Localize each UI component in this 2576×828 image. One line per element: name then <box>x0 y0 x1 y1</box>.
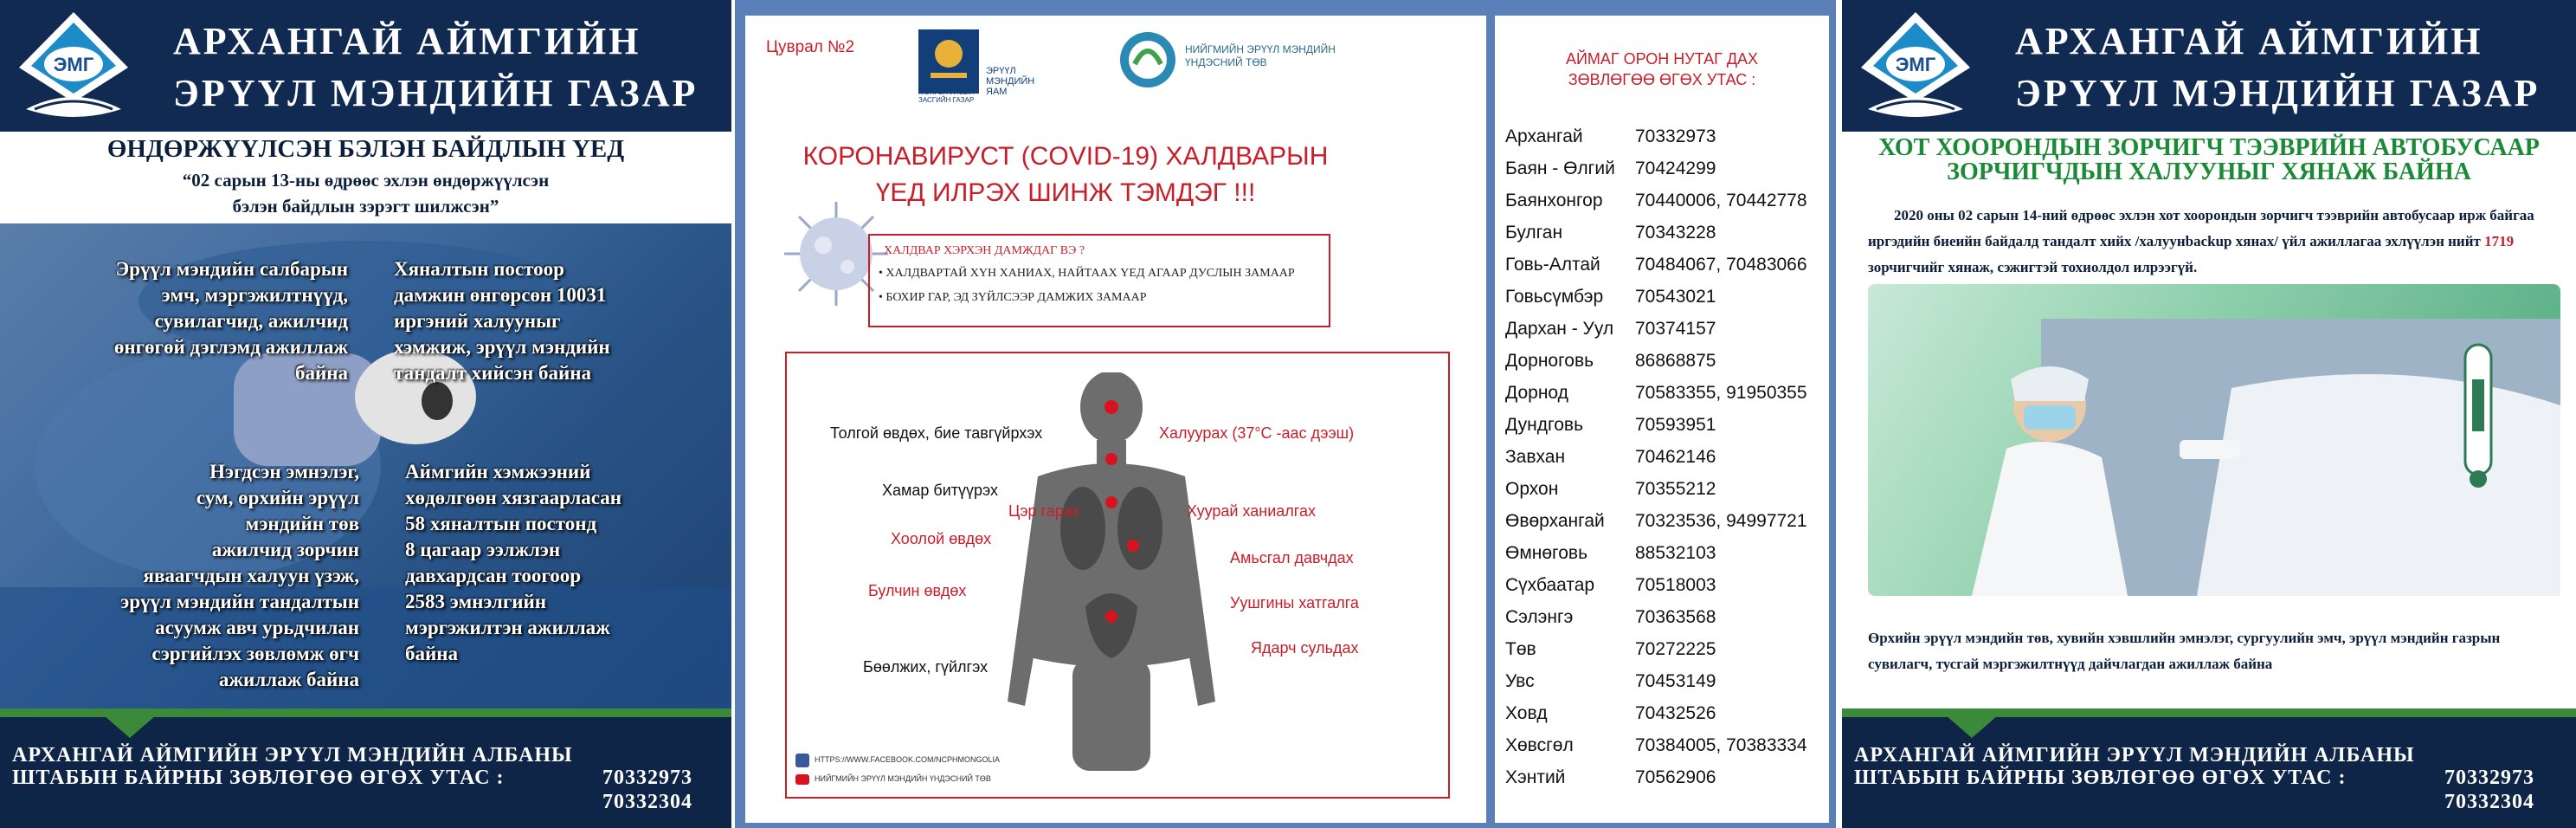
contact-region: Дархан - Уул <box>1505 319 1614 339</box>
contact-region: Өвөрхангай <box>1505 511 1605 531</box>
ministry-label: ЭРҮҮЛ МЭНДИЙН ЯАМ <box>986 66 1035 97</box>
right-paragraph: 2020 оны 02 сарын 14-ний өдрөөс эхлэн хот хоорондын зорчигч тээврийн автобусаар ирж байгаа иргэдийн биеийн байдалд тандалт хийх /халуунbackup хянах/ үйл ажиллагаа эхлүүлэн нийт 1719 зорчигчийг хянаж, сэжигтэй тохиолдол илрээгүй. <box>1868 207 2534 275</box>
symptom-sputum: Цэр гарах <box>1008 502 1080 520</box>
temperature-check-photo <box>1868 284 2560 596</box>
health-department-logo <box>9 7 138 128</box>
contact-phone: 70543021 <box>1635 287 1716 307</box>
left-footer-line1: АРХАНГАЙ АЙМГИЙН ЭРҮҮЛ МЭНДИЙН АЛБАНЫ <box>12 744 573 767</box>
contacts-title-line1: АЙМАГ ОРОН НУТАГ ДАХ <box>1565 50 1759 68</box>
ministry-small-label: МОНГОЛ УЛСЫН ЗАСГИЙН ГАЗАР <box>918 88 975 104</box>
left-footer-line2: ШТАБЫН БАЙРНЫ ЗӨВЛӨГӨӨ ӨГӨХ УТАС : <box>12 767 505 789</box>
contact-row <box>1505 639 1716 660</box>
contact-row <box>1505 703 1716 724</box>
contacts-title-line2: ЗӨВЛӨГӨӨ ӨГӨХ УТАС : <box>1568 71 1756 88</box>
ministry-emblem-icon <box>918 29 979 94</box>
contact-region: Дорноговь <box>1505 351 1594 371</box>
right-poster <box>1842 0 2576 828</box>
contact-region: Ховд <box>1505 703 1548 723</box>
symptom-sore-throat: Хоолой өвдөх <box>891 530 992 547</box>
symptom-shortness-of-breath: Амьсгал давчдах <box>1230 549 1354 566</box>
public-health-center-label: НИЙГМИЙН ЭРҮҮЛ МЭНДИЙН ҮНДЭСНИЙ ТӨВ <box>1185 43 1336 68</box>
chevron-down-icon <box>1946 715 1998 738</box>
right-title-line1: АРХАНГАЙ АЙМГИЙН <box>2015 20 2483 62</box>
passenger-count: 1719 <box>2484 233 2515 249</box>
contact-region: Хэнтий <box>1505 767 1566 787</box>
contact-phone: 70593951 <box>1635 415 1716 435</box>
symptom-fever: Халуурах (37°С -аас дээш) <box>1159 424 1355 442</box>
contact-region: Дундговь <box>1505 415 1584 435</box>
left-block-top-left: Эрүүл мэндийн салбарын эмч, мэргэжилтнүүд, сувилагчид, ажилчид өнгөгөй дэглэмд ажиллаж байна <box>113 258 348 384</box>
left-subtitle: ӨНДӨРЖҮҮЛСЭН БЭЛЭН БАЙДЛЫН ҮЕД <box>106 135 625 163</box>
right-footer-line2: ШТАБЫН БАЙРНЫ ЗӨВЛӨГӨӨ ӨГӨХ УТАС : <box>1854 767 2347 789</box>
chevron-down-icon <box>104 715 156 738</box>
contact-phone: 70518003 <box>1635 575 1716 595</box>
contact-row <box>1505 319 1716 340</box>
contact-phone: 70583355, 91950355 <box>1635 383 1807 403</box>
youtube-icon <box>795 774 809 785</box>
right-headline-line1: ХОТ ХООРОНДЫН ЗОРЧИГЧ ТЭЭВРИЙН АВТОБУСААР <box>1878 134 2540 161</box>
contact-row <box>1505 223 1716 243</box>
contact-region: Төв <box>1505 639 1536 659</box>
contact-row <box>1505 767 1716 788</box>
contact-region: Дорнод <box>1505 383 1568 403</box>
left-block-top-right: Хяналтын постоор дамжин өнгөрсөн 10031 иргэний халууныг хэмжиж, эрүүл мэндийн тандалт хийсэн байна <box>394 258 610 384</box>
contact-phone: 70484067, 70483066 <box>1635 255 1807 275</box>
right-footer-line1: АРХАНГАЙ АЙМГИЙН ЭРҮҮЛ МЭНДИЙН АЛБАНЫ <box>1854 744 2415 767</box>
contact-row <box>1505 511 1807 532</box>
contact-phone: 70323536, 94997721 <box>1635 511 1807 531</box>
middle-poster <box>735 0 1836 828</box>
contact-region: Баянхонгор <box>1505 191 1603 210</box>
left-title-line1: АРХАНГАЙ АЙМГИЙН <box>173 20 641 62</box>
left-title-line2: ЭРҮҮЛ МЭНДИЙН ГАЗАР <box>173 72 699 114</box>
contact-row <box>1505 543 1716 564</box>
symptom-fatigue: Ядарч сульдах <box>1251 639 1359 657</box>
right-title-line2: ЭРҮҮЛ МЭНДИЙН ГАЗАР <box>2015 72 2541 114</box>
contact-phone: 70562906 <box>1635 767 1716 787</box>
contact-region: Сэлэнгэ <box>1505 607 1574 627</box>
symptom-vomiting-diarrhea: Бөөлжих, гүйлгэх <box>863 658 989 676</box>
contact-region: Сүхбаатар <box>1505 575 1595 595</box>
transmission-box <box>868 234 1330 327</box>
svg-text:ЭМГ: ЭМГ <box>1895 54 1936 75</box>
contact-region: Архангай <box>1505 126 1583 146</box>
contact-row <box>1505 351 1716 372</box>
left-block-bottom-right: Аймгийн хэмжээний хөдөлгөөн хязгаарласан 58 хяналтын постонд 8 цагаар ээлжлэн давхардсан тоогоор 2583 эмнэлгийн мэргэжилтэн ажиллаж байна <box>405 461 621 664</box>
contact-region: Говь-Алтай <box>1505 255 1600 275</box>
symptom-muscle-pain: Булчин өвдөх <box>868 582 967 599</box>
series-number: Цуврал №2 <box>766 38 855 56</box>
symptom-headache: Толгой өвдөх, бие тавгүйрхэх <box>830 424 1043 442</box>
covid-symptoms-poster <box>745 16 1486 823</box>
contact-phone: 70384005, 70383334 <box>1635 735 1807 755</box>
contact-row <box>1505 415 1716 436</box>
contact-phone: 70462146 <box>1635 447 1716 467</box>
facebook-icon <box>795 754 809 767</box>
symptoms-box <box>785 352 1450 799</box>
contact-region: Говьсүмбэр <box>1505 287 1604 307</box>
contact-row <box>1505 735 1807 756</box>
transmission-item-2: • БОХИР ГАР, ЭД ЗҮЙЛСЭЭР ДАМЖИХ ЗАМААР <box>879 291 1147 304</box>
right-header <box>1842 0 2576 132</box>
right-phone1: 70332973 <box>2444 767 2534 789</box>
contact-phone: 70440006, 70442778 <box>1635 191 1807 210</box>
contact-row <box>1505 287 1716 307</box>
left-quote-line2: бэлэн байдлын зэрэгт шилжсэн” <box>232 196 499 217</box>
facebook-link[interactable]: HTTPS://WWW.FACEBOOK.COM/NCPHMONGOLIA <box>815 755 1001 764</box>
left-block-bottom-left: Нэгдсэн эмнэлэг, сум, өрхийн эрүүл мэндийн төв ажилчид зорчин яваагчдын халуун үзэж, эрүүл мэндийн тандалтын асуумж авч урьдчилан сэргийлэх зөвлөмж өгч ажиллаж байна <box>120 461 359 690</box>
contact-phone: 70272225 <box>1635 639 1716 659</box>
contact-phone: 70332973 <box>1635 126 1716 146</box>
left-phone1: 70332973 <box>602 767 692 789</box>
contact-row <box>1505 158 1716 179</box>
contact-phone: 70424299 <box>1635 158 1716 178</box>
contact-row <box>1505 255 1807 275</box>
left-header <box>0 0 731 132</box>
contact-phone: 70432526 <box>1635 703 1716 723</box>
symptom-dry-cough: Хуурай ханиалгах <box>1187 502 1316 520</box>
contact-row <box>1505 191 1807 211</box>
poster-title-line1: КОРОНАВИРУСТ (COVID-19) ХАЛДВАРЫН <box>802 142 1329 171</box>
contact-region: Увс <box>1505 671 1535 691</box>
contact-region: Булган <box>1505 223 1563 243</box>
left-subtitle-area <box>0 132 731 223</box>
contact-row <box>1505 575 1716 596</box>
right-phone2: 70332304 <box>2444 791 2534 813</box>
contact-region: Хөвсгөл <box>1505 735 1574 755</box>
contact-phone: 88532103 <box>1635 543 1716 563</box>
right-bottom-paragraph: Өрхийн эрүүл мэндийн төв, хувийн хэвшлийн эмнэлэг, сургуулийн эмч, эрүүл мэндийн газрын сувилагч, тусгай мэргэжилтнүүд дайчлагдан ажиллаж байна <box>1868 630 2501 672</box>
youtube-link[interactable]: НИЙГМИЙН ЭРҮҮЛ МЭНДИЙН ҮНДЭСНИЙ ТӨВ <box>815 774 991 783</box>
contact-phone: 70343228 <box>1635 223 1716 243</box>
contact-row <box>1505 479 1716 500</box>
contact-phone: 70355212 <box>1635 479 1716 499</box>
contact-row <box>1505 671 1716 692</box>
left-quote-line1: “02 сарын 13-ны өдрөөс эхлэн өндөржүүлсэн <box>182 170 550 191</box>
left-phone2: 70332304 <box>602 791 692 813</box>
contact-region: Өмнөговь <box>1505 543 1588 563</box>
contact-region: Завхан <box>1505 447 1566 467</box>
contact-row <box>1505 126 1716 147</box>
transmission-title: ХАЛДВАР ХЭРХЭН ДАМЖДАГ ВЭ ? <box>884 244 1085 257</box>
right-headline-line2: ЗОРЧИГЧДЫН ХАЛУУНЫГ ХЯНАЖ БАЙНА <box>1947 158 2471 185</box>
contact-region: Орхон <box>1505 479 1559 499</box>
contact-row <box>1505 383 1807 404</box>
svg-text:ЭМГ: ЭМГ <box>53 54 94 75</box>
contact-phone: 70374157 <box>1635 319 1716 339</box>
contact-region: Баян - Өлгий <box>1505 158 1615 178</box>
right-content-area <box>1842 132 2576 708</box>
contact-phone: 70453149 <box>1635 671 1716 691</box>
public-health-center-logo-icon <box>1117 29 1178 90</box>
health-department-logo <box>1851 7 1980 128</box>
transmission-item-1: • ХАЛДВАРТАЙ ХҮН ХАНИАХ, НАЙТААХ ҮЕД АГААР ДУСЛЫН ЗАМААР <box>879 267 1295 280</box>
regional-contacts-panel <box>1495 16 1829 823</box>
contact-row <box>1505 447 1716 468</box>
contact-row <box>1505 607 1716 628</box>
left-poster <box>0 0 731 828</box>
contact-phone: 70363568 <box>1635 607 1716 627</box>
symptom-pneumonia: Уушгины хатгалга <box>1230 594 1359 611</box>
poster-title-line2: ҮЕД ИЛРЭХ ШИНЖ ТЭМДЭГ !!! <box>875 178 1256 207</box>
contact-phone: 86868875 <box>1635 351 1716 371</box>
symptom-nasal-congestion: Хамар битүүрэх <box>882 482 999 499</box>
